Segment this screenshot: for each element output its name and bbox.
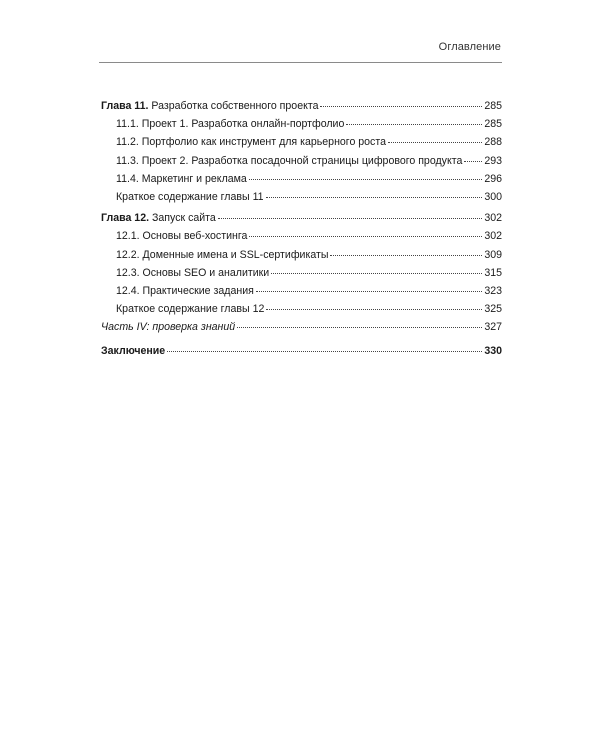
page-number: 330 <box>484 345 502 358</box>
page-number: 288 <box>484 136 502 149</box>
table-of-contents <box>101 97 502 361</box>
toc-entry-title: 12.2. Доменные имена и SSL-сертификаты <box>116 248 329 261</box>
page-number: 293 <box>484 154 502 167</box>
chapter-title: Запуск сайта <box>149 212 216 225</box>
toc-entry-title: 12.4. Практические задания <box>116 284 254 297</box>
toc-entry-title: 12.3. Основы SEO и аналитики <box>116 266 270 279</box>
toc-section-12-2[interactable] <box>101 246 502 264</box>
toc-entry-title <box>101 97 318 115</box>
page-number: 285 <box>484 100 502 112</box>
dot-leader <box>266 309 482 310</box>
dot-leader <box>167 351 482 352</box>
dot-leader <box>249 236 482 237</box>
page-number: 315 <box>484 266 502 279</box>
page-number: 296 <box>484 172 502 185</box>
toc-entry-title <box>101 209 216 227</box>
toc-section-11-3[interactable] <box>101 152 502 170</box>
page-number: 302 <box>484 212 502 225</box>
header-rule <box>99 62 502 63</box>
dot-leader <box>249 179 482 180</box>
dot-leader <box>330 255 482 256</box>
toc-part-4-quiz[interactable] <box>101 318 502 336</box>
toc-summary-11[interactable] <box>101 188 502 206</box>
dot-leader <box>388 142 482 143</box>
chapter-title: Разработка собственного проекта <box>148 100 319 112</box>
dot-leader <box>218 218 483 219</box>
toc-entry-title: 11.2. Портфолио как инструмент для карьерного роста <box>116 136 386 149</box>
running-head: Оглавление <box>438 41 501 53</box>
toc-section-12-1[interactable] <box>101 227 502 245</box>
toc-section-12-3[interactable] <box>101 264 502 282</box>
toc-entry-title: Заключение <box>101 345 166 358</box>
dot-leader <box>271 273 482 274</box>
dot-leader <box>237 327 482 328</box>
dot-leader <box>266 197 483 198</box>
dot-leader <box>346 124 482 125</box>
page-number: 285 <box>484 118 502 131</box>
toc-entry-title: 11.3. Проект 2. Разработка посадочной страницы цифрового продукта <box>116 154 463 167</box>
toc-entry-title: 12.1. Основы веб-хостинга <box>116 230 248 243</box>
toc-entry-title: Краткое содержание главы 12 <box>116 303 265 316</box>
toc-section-12-4[interactable] <box>101 282 502 300</box>
toc-chapter-12[interactable] <box>101 209 502 227</box>
page-number: 302 <box>484 230 502 243</box>
page-number: 309 <box>484 248 502 261</box>
dot-leader <box>464 161 482 162</box>
toc-entry-title: 11.4. Маркетинг и реклама <box>116 172 247 185</box>
chapter-number: Глава 11. <box>101 100 149 112</box>
toc-conclusion[interactable] <box>101 342 502 360</box>
toc-chapter-11[interactable] <box>101 97 502 115</box>
toc-entry-title: Часть IV: проверка знаний <box>101 321 236 334</box>
page-number: 327 <box>484 321 502 334</box>
toc-entry-title: 11.1. Проект 1. Разработка онлайн-портфолио <box>116 118 345 131</box>
toc-section-11-4[interactable] <box>101 170 502 188</box>
toc-summary-12[interactable] <box>101 300 502 318</box>
chapter-number: Глава 12. <box>101 212 150 225</box>
toc-section-11-1[interactable] <box>101 115 502 133</box>
dot-leader <box>256 291 482 292</box>
page-number: 323 <box>484 284 502 297</box>
dot-leader <box>320 106 482 107</box>
toc-section-11-2[interactable] <box>101 133 502 151</box>
toc-entry-title: Краткое содержание главы 11 <box>116 190 264 203</box>
page-number: 325 <box>484 303 502 316</box>
page-number: 300 <box>484 190 502 203</box>
